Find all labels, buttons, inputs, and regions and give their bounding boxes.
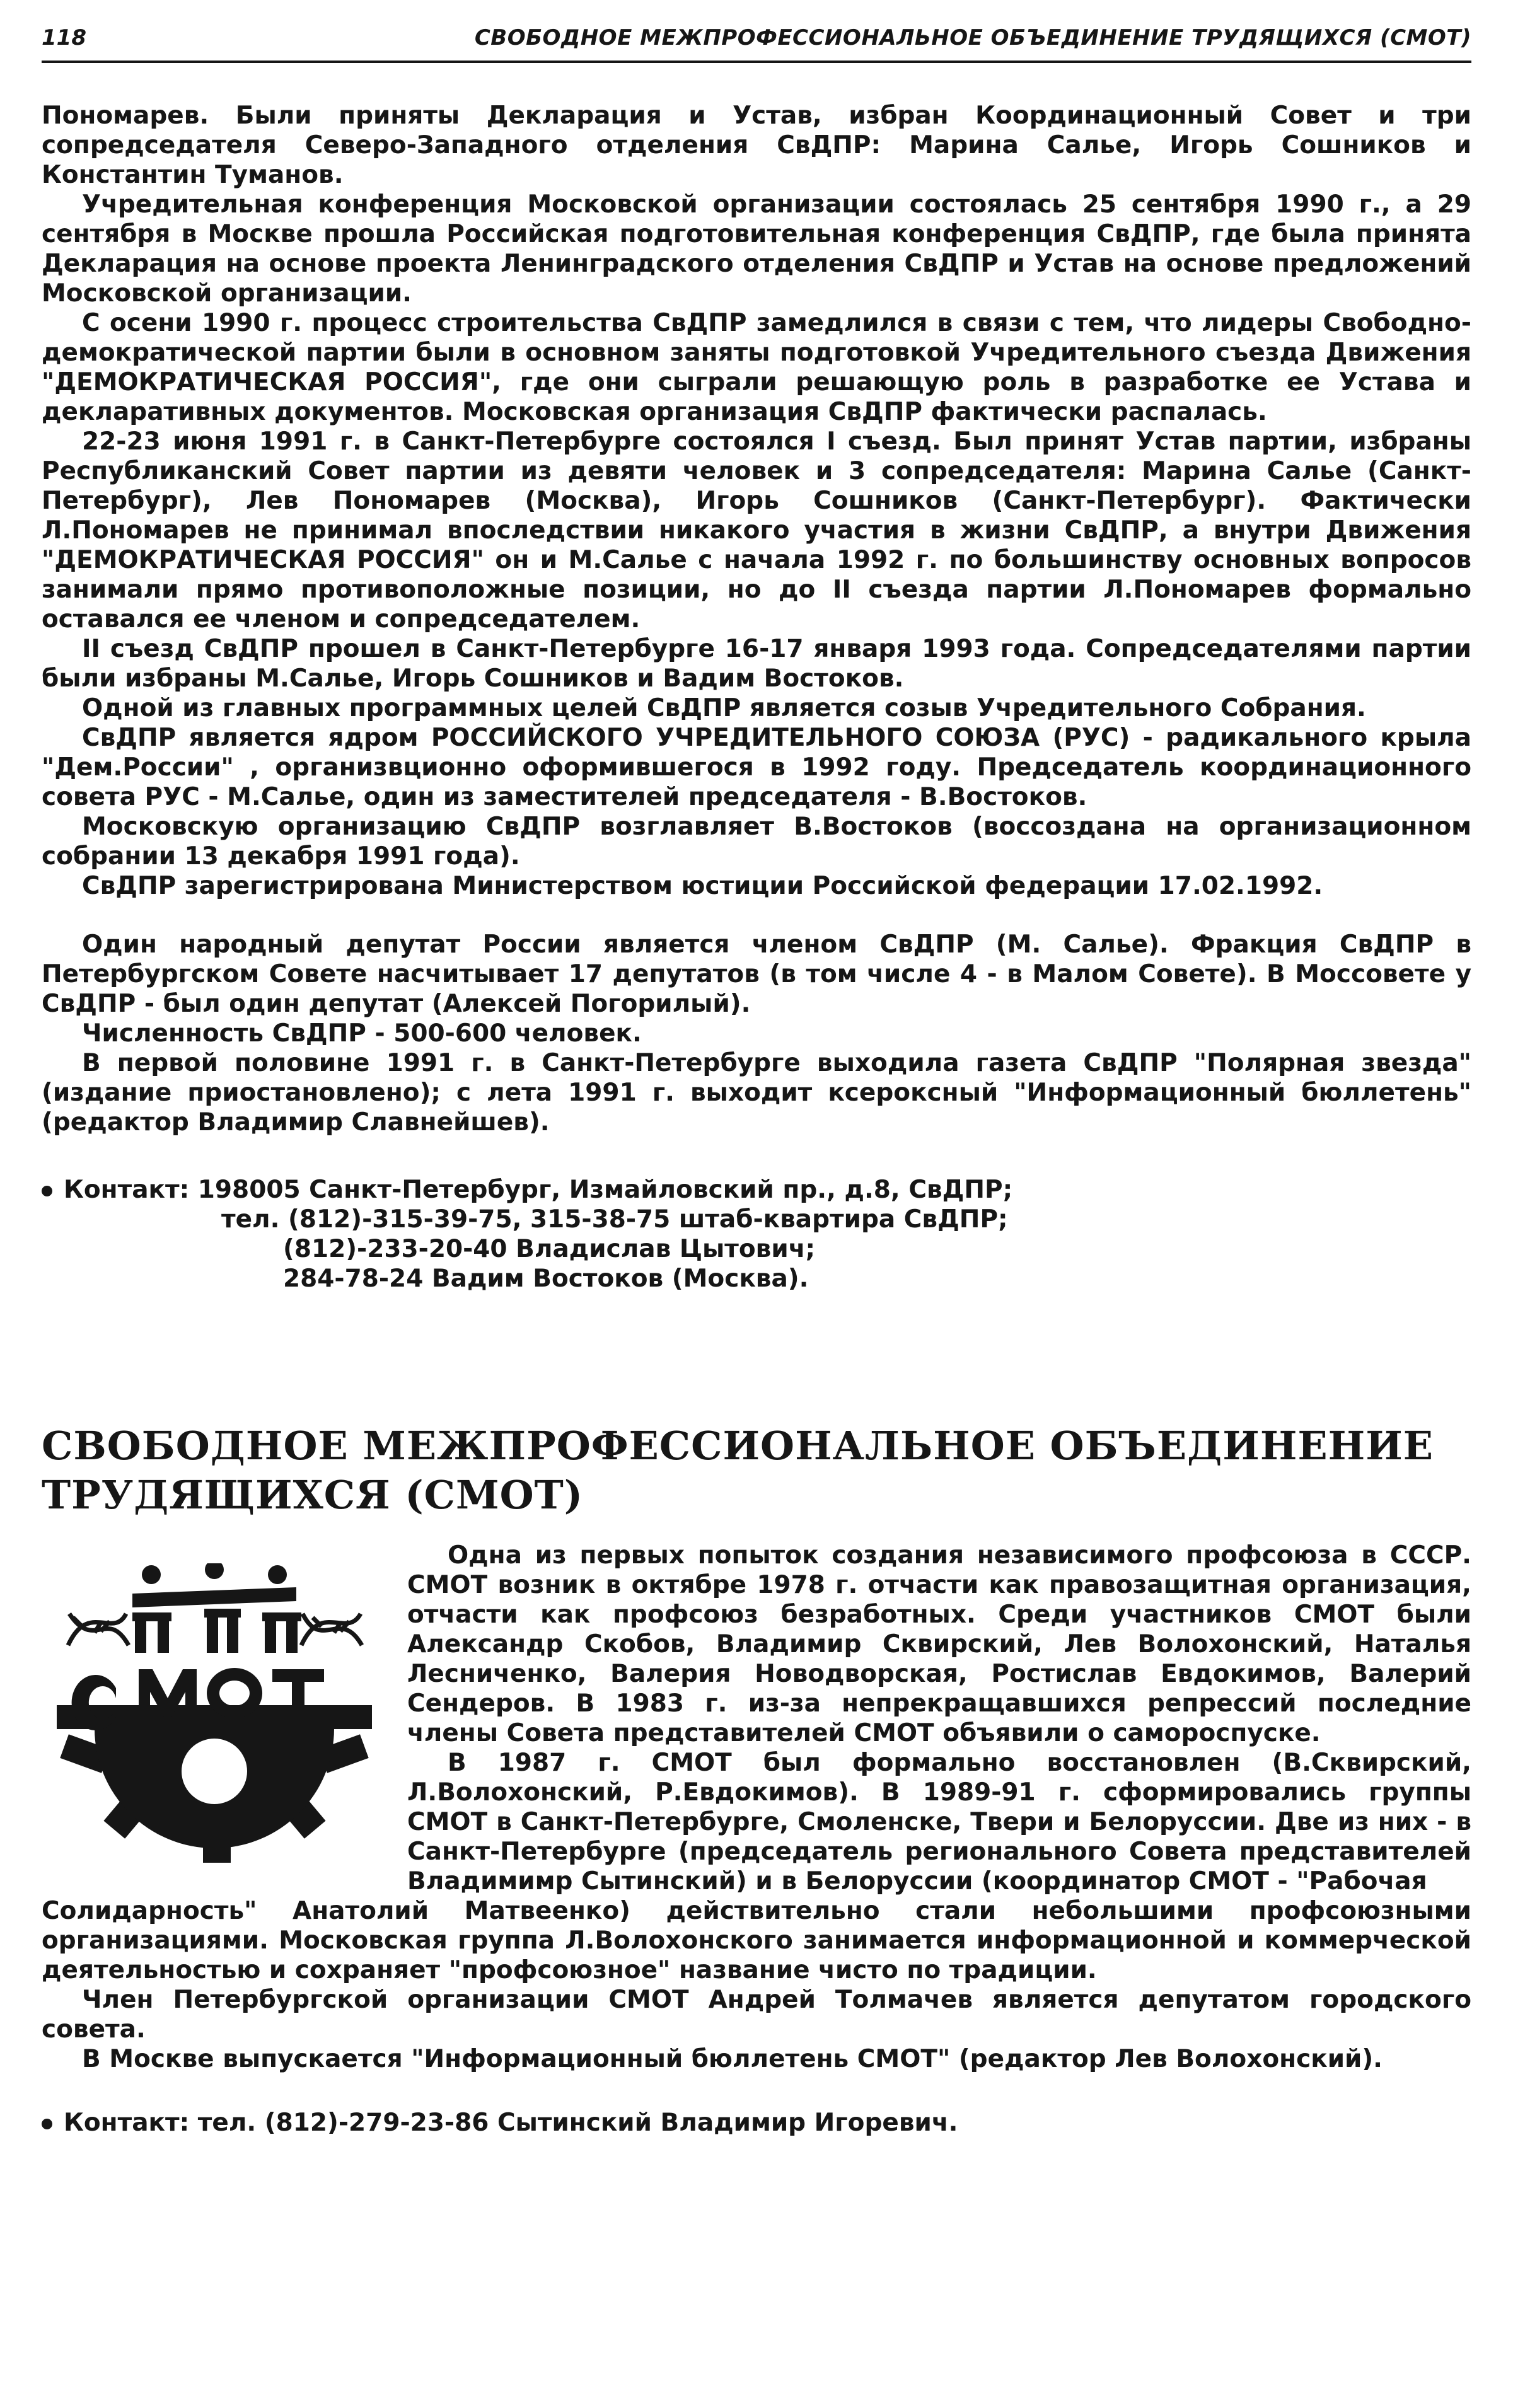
paragraph: В первой половине 1991 г. в Санкт-Петербурге выходила газета СвДПР "Полярная звезда" (издание приостановлено); с лета 1991 г. выходит ксероксный "Информационный бюллетень" (редактор Владимир Славнейшев). [42, 1049, 1471, 1137]
page-number: 118 [42, 25, 86, 50]
paragraph: Пономарев. Были приняты Декларация и Устав, избран Координационный Совет и три сопредседателя Северо-Западного отделения СвДПР: Марина Салье, Игорь Сошников и Константин Туманов. [42, 101, 1471, 189]
contact-line: тел. (812)-315-39-75, 315-38-75 штаб-квартира СвДПР; [221, 1205, 1008, 1234]
spacer [42, 2074, 1471, 2108]
contact-line: Контакт: 198005 Санкт-Петербург, Измайловский пр., д.8, СвДПР; [42, 1175, 1471, 1205]
paragraph: II съезд СвДПР прошел в Санкт-Петербурге 16-17 января 1993 года. Сопредседателями партии были избраны М.Салье, Игорь Сошников и Вадим Востоков. [42, 635, 1471, 693]
paragraph: 22-23 июня 1991 г. в Санкт-Петербурге состоялся I съезд. Был принят Устав партии, избраны Республиканский Совет партии из девяти человек и 3 сопредседателя: Марина Салье (Санкт-Петербург), Лев Пономарев (Москва), Игорь Сошников (Санкт-Петербург). Фактически Л.Пономарев не принимал впоследствии никакого участия в жизни СвДПР, а внутри Движения "ДЕМОКРАТИЧЕСКАЯ РОССИЯ" он и М.Салье с начала 1992 г. по большинству основных вопросов занимали прямо противоположные позиции, но до II съезда партии Л.Пономарев формально оставался ее членом и сопредседателем. [42, 427, 1471, 634]
paragraph: Один народный депутат России является членом СвДПР (М. Салье). Фракция СвДПР в Петербургском Совете насчитывает 17 депутатов (в том числе 4 - в Малом Совете). В Моссовете у СвДПР - был один депутат (Алексей Погорилый). [42, 930, 1471, 1018]
bullet-icon [42, 2119, 52, 2129]
paragraph: Одна из первых попыток создания независимого профсоюза в СССР. СМОТ возник в октябре 1978 г. отчасти как правозащитная организация, отчасти как профсоюз безработных. Среди участников СМОТ были Александр Скобов, Владимир Сквирский, Лев Волохонский, Наталья Лесниченко, Валерия Новодворская, Ростислав Евдокимов, Валерий Сендеров. В 1983 г. из-за непрекращавшихся репрессий последние члены Совета представителей СМОТ объявили о самороспуске. [407, 1541, 1471, 1747]
running-header [42, 23, 1471, 63]
paragraph: СвДПР зарегистрирована Министерством юстиции Российской федерации 17.02.1992. [82, 872, 1323, 900]
bullet-icon [42, 1186, 52, 1196]
smot-intro [407, 1541, 1471, 1896]
contact-line: 284-78-24 Вадим Востоков (Москва). [283, 1265, 809, 1293]
smot-contact: Контакт: тел. (812)-279-23-86 Сытинский Владимир Игоревич. [42, 2108, 1471, 2138]
svdpr-section [42, 101, 1471, 1294]
paragraph: В Москве выпускается "Информационный бюллетень СМОТ" (редактор Лев Волохонский). [82, 2045, 1383, 2073]
smot-logo [57, 1563, 372, 1866]
spacer [42, 1137, 1471, 1175]
paragraph: Численность СвДПР - 500-600 человек. [82, 1019, 642, 1048]
paragraph: Московскую организацию СвДПР возглавляет В.Востоков (воссоздана на организационном собрании 13 декабря 1991 года). [42, 813, 1471, 871]
running-title: СВОБОДНОЕ МЕЖПРОФЕССИОНАЛЬНОЕ ОБЪЕДИНЕНИЕ ТРУДЯЩИХСЯ (СМОТ) [474, 25, 1471, 50]
paragraph: Одной из главных программных целей СвДПР является созыв Учредительного Собрания. [82, 694, 1366, 722]
paragraph: Учредительная конференция Московской организации состоялась 25 сентября 1990 г., а 29 сентября в Москве прошла Российская подготовительная конференция СвДПР, где была принята Декларация на основе проекта Ленинградского отделения СвДПР и Устав на основе предложений Московской организации. [42, 190, 1471, 308]
section-title: СВОБОДНОЕ МЕЖПРОФЕССИОНАЛЬНОЕ ОБЪЕДИНЕНИЕ ТРУДЯЩИХСЯ (СМОТ) [42, 1423, 1434, 1518]
spacer [42, 901, 1471, 930]
paragraph: СвДПР является ядром РОССИЙСКОГО УЧРЕДИТЕЛЬНОГО СОЮЗА (РУС) - радикального крыла "Дем.России" , организвционно оформившегося в 1992 году. Председатель координационного совета РУС - М.Салье, один из заместителей председателя - В.Востоков. [42, 724, 1471, 811]
paragraph: Солидарность" Анатолий Матвеенко) действительно стали небольшими профсоюзными организациями. Московская группа Л.Волохонского занимается информационной и коммерческой деятельностью и сохраняет "профсоюзное" название чисто по традиции. [42, 1897, 1471, 1984]
contact-line: (812)-233-20-40 Владислав Цытович; [283, 1235, 816, 1263]
paragraph: В 1987 г. СМОТ был формально восстановлен (В.Сквирский, Л.Волохонский, Р.Евдокимов). В 1989-91 г. сформировались группы СМОТ в Санкт-Петербурге, Смоленске, Твери и Белоруссии. Две из них - в Санкт-Петербурге (председатель регионального Совета представителей Владимимр Сытинский) и в Белоруссии (координатор СМОТ - "Рабочая [407, 1749, 1471, 1896]
smot-body [42, 1896, 1471, 2138]
paragraph: Член Петербургской организации СМОТ Андрей Толмачев является депутатом городского совета. [42, 1986, 1471, 2044]
paragraph: С осени 1990 г. процесс строительства СвДПР замедлился в связи с тем, что лидеры Свободно-демократической партии были в основном заняты подготовкой Учредительного съезда Движения "ДЕМОКРАТИЧЕСКАЯ РОССИЯ", где они сыграли решающую роль в разработке ее Устава и декларативных документов. Московская организация СвДПР фактически распалась. [42, 309, 1471, 426]
svdpr-contact [42, 1175, 1471, 1294]
